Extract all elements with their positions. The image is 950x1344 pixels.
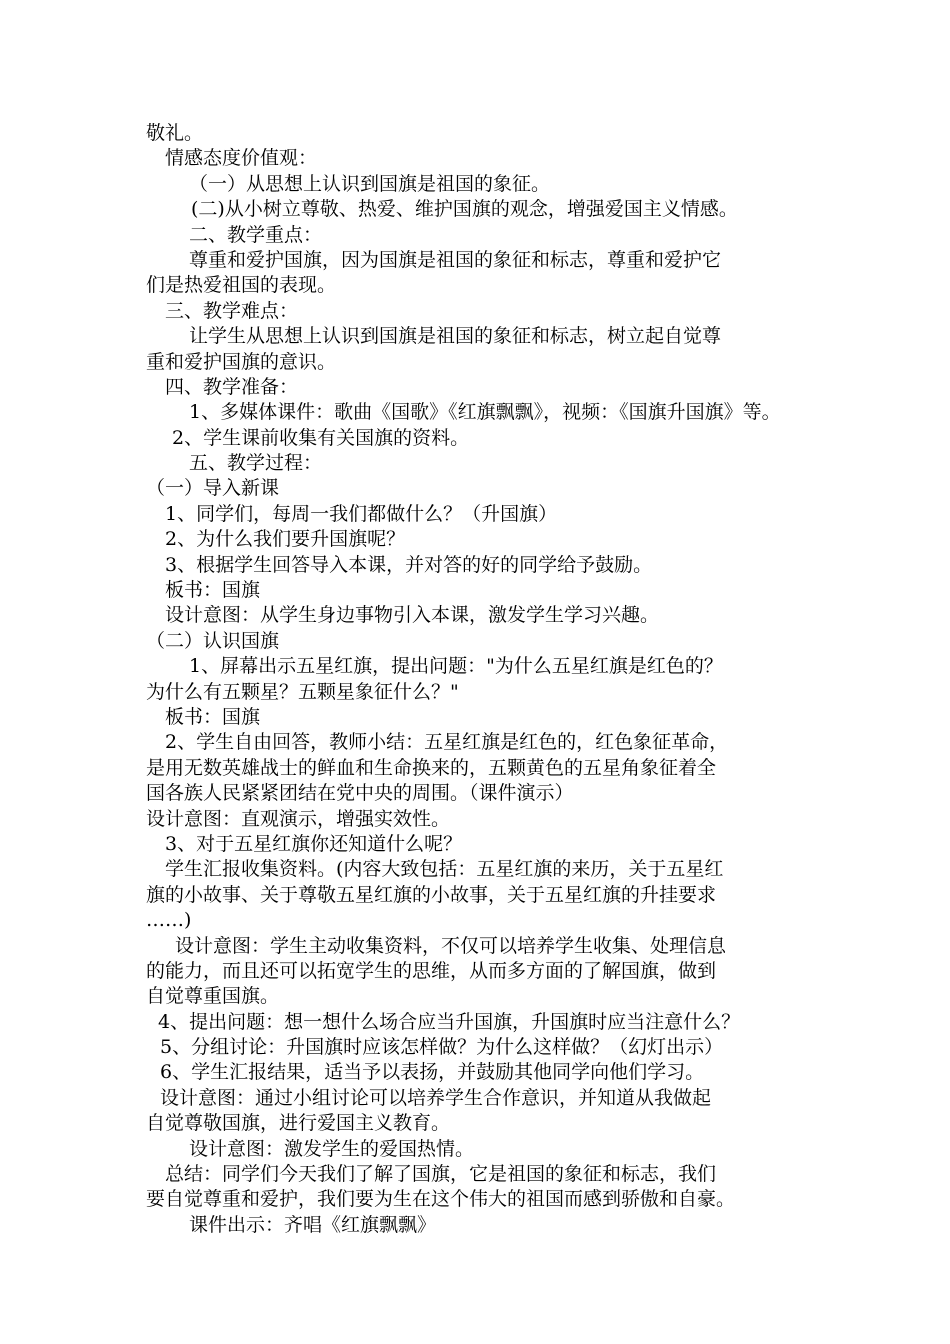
- text-line: 设计意图：学生主动收集资料，不仅可以培养学生收集、处理信息: [175, 934, 727, 957]
- text-line: 2、学生自由回答，教师小结：五星红旗是红色的，红色象征革命，: [165, 731, 729, 754]
- text-line: 们是热爱祖国的表现。: [146, 274, 337, 297]
- text-line: 自觉尊重国旗。: [146, 985, 280, 1008]
- text-line: 1、多媒体课件：歌曲《国歌》《红旗飘飘》，视频：《国旗升国旗》等。: [189, 401, 781, 424]
- text-line: 设计意图：直观演示，增强实效性。: [146, 807, 451, 830]
- text-line: 学生汇报收集资料。(内容大致包括：五星红旗的来历，关于五星红: [165, 858, 724, 881]
- text-line: 情感态度价值观：: [165, 147, 318, 170]
- text-line: 五、教学过程：: [189, 452, 323, 475]
- text-line: 敬礼。: [146, 122, 204, 144]
- text-line: 设计意图：从学生身边事物引入本课，激发学生学习兴趣。: [165, 604, 660, 627]
- text-line: 课件出示：齐唱《红旗飘飘》: [189, 1213, 437, 1236]
- text-line: （一）从思想上认识到国旗是祖国的象征。: [189, 172, 551, 195]
- text-line: （一）导入新课: [146, 477, 280, 500]
- text-line: 尊重和爱护国旗，因为国旗是祖国的象征和标志，尊重和爱护它: [189, 248, 722, 271]
- document-body: [146, 121, 818, 1238]
- text-line: 1、同学们，每周一我们都做什么？（升国旗）: [165, 502, 558, 525]
- text-line: 板书：国旗: [165, 579, 261, 602]
- text-line: 国各族人民紧紧团结在党中央的周围。（课件演示）: [146, 782, 574, 805]
- text-line: 3、对于五星红旗你还知道什么呢？: [165, 832, 463, 855]
- text-line: 为什么有五颗星？五颗星象征什么？": [146, 680, 459, 703]
- text-line: 的能力，而且还可以拓宽学生的思维，从而多方面的了解国旗，做到: [146, 959, 717, 982]
- text-line: 设计意图：通过小组讨论可以培养学生合作意识，并知道从我做起: [160, 1086, 712, 1109]
- text-line: 总结：同学们今天我们了解了国旗，它是祖国的象征和标志，我们: [165, 1163, 717, 1186]
- text-line: 2、为什么我们要升国旗呢？: [165, 528, 406, 551]
- text-line: 设计意图：激发学生的爱国热情。: [189, 1137, 475, 1160]
- text-line: 二、教学重点：: [189, 223, 323, 246]
- text-line: 要自觉尊重和爱护，我们要为生在这个伟大的祖国而感到骄傲和自豪。: [146, 1188, 736, 1211]
- text-line: ……): [146, 909, 192, 932]
- text-line: 5、分组讨论：升国旗时应该怎样做？为什么这样做？（幻灯出示）: [160, 1036, 724, 1059]
- text-line: 板书：国旗: [165, 705, 261, 728]
- text-line: (二)从小树立尊敬、热爱、维护国旗的观念，增强爱国主义情感。: [191, 198, 738, 221]
- text-line: 三、教学难点：: [165, 299, 299, 322]
- text-line: 是用无数英雄战士的鲜血和生命换来的，五颗黄色的五星角象征着全: [146, 756, 717, 779]
- text-line: 自觉尊敬国旗，进行爱国主义教育。: [146, 1112, 451, 1135]
- text-line: 4、提出问题：想一想什么场合应当升国旗，升国旗时应当注意什么？: [158, 1010, 741, 1033]
- text-line: 重和爱护国旗的意识。: [146, 350, 337, 373]
- text-line: 6、学生汇报结果，适当予以表扬，并鼓励其他同学向他们学习。: [160, 1061, 705, 1084]
- text-line: （二）认识国旗: [146, 629, 280, 652]
- text-line: 2、学生课前收集有关国旗的资料。: [172, 426, 470, 449]
- text-line: 旗的小故事、关于尊敬五星红旗的小故事，关于五星红旗的升挂要求: [146, 883, 717, 906]
- text-line: 四、教学准备：: [165, 375, 299, 398]
- text-line: 让学生从思想上认识到国旗是祖国的象征和标志，树立起自觉尊: [189, 325, 722, 348]
- text-line: 1、屏幕出示五星红旗，提出问题："为什么五星红旗是红色的？: [189, 655, 723, 678]
- text-line: 3、根据学生回答导入本课，并对答的好的同学给予鼓励。: [165, 553, 653, 576]
